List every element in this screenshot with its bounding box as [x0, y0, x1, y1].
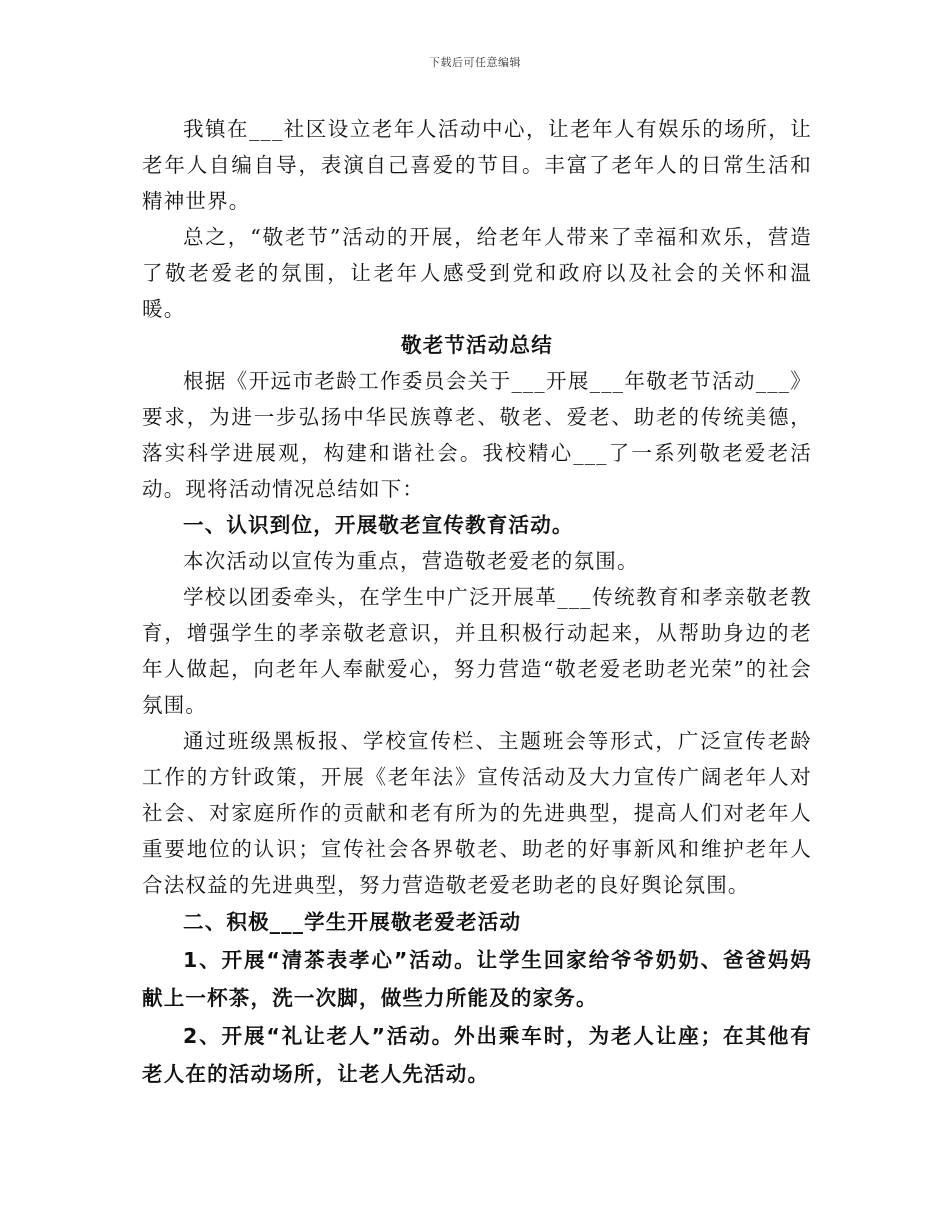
document-body — [142, 111, 812, 1093]
paragraph-courtesy-activity: 2、开展“礼让老人”活动。外出乘车时，为老人让座；在其他有老人在的活动场所，让老人先活动。 — [142, 1024, 812, 1086]
paragraph-intro: 根据《开远市老龄工作委员会关于___开展___年敬老节活动___》要求，为进一步弘扬中华民族尊老、敬老、爱老、助老的传统美德，落实科学进展观，构建和谐社会。我校精心___了一系列敬老爱老活动。现将活动情况总结如下： — [142, 369, 812, 501]
section-title: 敬老节活动总结 — [401, 333, 553, 357]
paragraph-publicity: 通过班级黑板报、学校宣传栏、主题班会等形式，广泛宣传老龄工作的方针政策，开展《老年法》宣传活动及大力宣传广阔老年人对社会、对家庭所作的贡献和老有所为的先进典型，提高人们对老年人重要地位的认识；宣传社会各界敬老、助老的好事新风和维护老年人合法权益的先进典型，努力营造敬老爱老助老的良好舆论氛围。 — [142, 729, 812, 897]
paragraph-summary-conclusion: 总之，“敬老节”活动的开展，给老年人带来了幸福和欢乐，营造了敬老爱老的氛围，让老年人感受到党和政府以及社会的关怀和温暖。 — [142, 225, 812, 321]
page-header-note: 下载后可任意编辑 — [429, 56, 521, 69]
paragraph-community-center: 我镇在___社区设立老年人活动中心，让老年人有娱乐的场所，让老年人自编自导，表演自己喜爱的节目。丰富了老年人的日常生活和精神世界。 — [142, 117, 812, 213]
paragraph-focus: 本次活动以宣传为重点，营造敬老爱老的氛围。 — [183, 549, 639, 573]
paragraph-school-youth-league: 学校以团委牵头，在学生中广泛开展革___传统教育和孝亲敬老教育，增强学生的孝亲敬老意识，并且积极行动起来，从帮助身边的老年人做起，向老年人奉献爱心，努力营造“敬老爱老助老光荣”的社会氛围。 — [142, 585, 812, 717]
heading-two: 二、积极___学生开展敬老爱老活动 — [183, 910, 522, 934]
heading-one: 一、认识到位，开展敬老宣传教育活动。 — [183, 513, 574, 537]
paragraph-tea-activity: 1、开展“清茶表孝心”活动。让学生回家给爷爷奶奶、爸爸妈妈献上一杯茶，洗一次脚，做些力所能及的家务。 — [142, 948, 812, 1010]
